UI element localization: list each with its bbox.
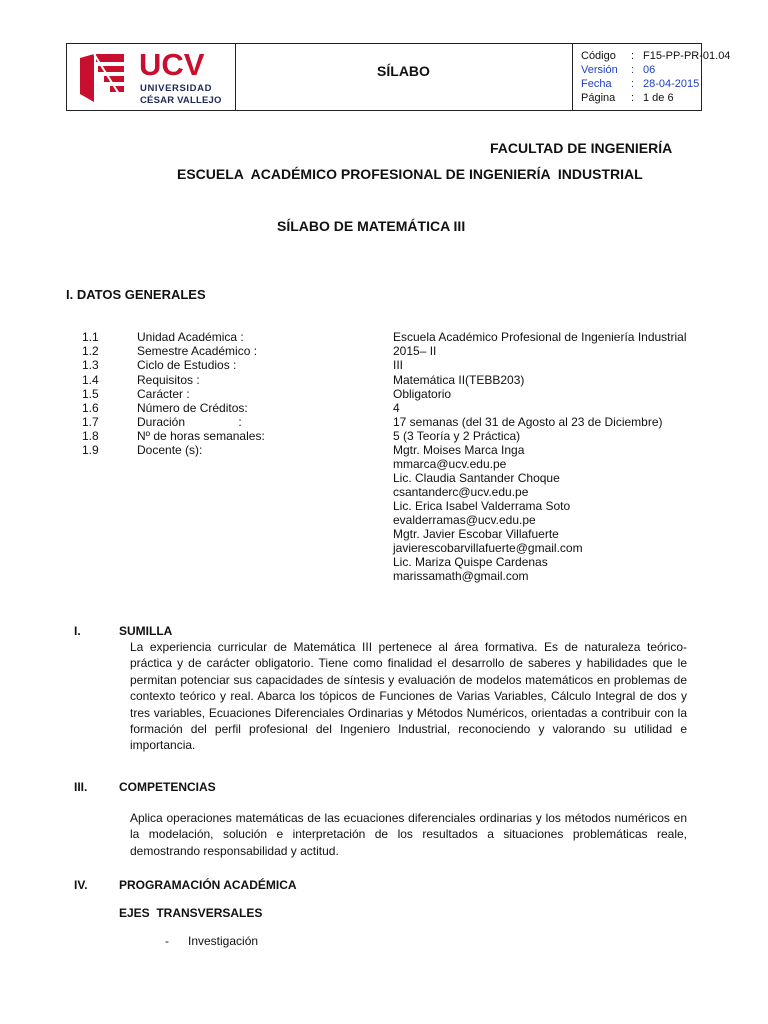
section-number-sumilla: I.: [74, 624, 81, 638]
item-number: 1.8: [82, 429, 99, 443]
meta-cell: [572, 44, 731, 110]
section-number-competencias: III.: [74, 780, 88, 794]
sumilla-paragraph: La experiencia curricular de Matemática III pertenece al área formativa. Es de naturaleza teórico-práctica y de carácter obligatorio. Tiene como finalidad el desarrollo de saberes y habilidades que le permitan potenciar sus capacidades de síntesis y evaluación de modelos matemáticos en problemas de contexto teórico y real. Abarca los tópicos de Funciones de Varias Variables, Cálculo Integral de dos y tres variables, Ecuaciones Diferenciales Ordinarias y Métodos Numéricos, orientadas a contribuir con la formación del perfil profesional del Ingeniero Industrial, reconociendo y valorando su utilidad e importancia.: [130, 640, 687, 753]
subheading-ejes-transversales: EJES TRANSVERSALES: [119, 906, 263, 920]
item-number: 1.1: [82, 330, 99, 344]
meta-sep: :: [631, 50, 635, 62]
meta-key: Fecha: [581, 78, 612, 90]
meta-value: 06: [643, 64, 656, 76]
meta-row-codigo: [581, 49, 730, 63]
item-value: Obligatorio: [393, 387, 452, 401]
item-number: 1.7: [82, 415, 99, 429]
logo-cell: [67, 44, 236, 110]
item-label: Carácter :: [137, 387, 190, 401]
section-number-programacion: IV.: [74, 878, 88, 892]
item-number: 1.9: [82, 443, 99, 457]
section-heading-sumilla: SUMILLA: [119, 624, 173, 638]
meta-row-version: [581, 63, 655, 77]
item-number: 1.3: [82, 358, 99, 372]
school-title: ESCUELA ACADÉMICO PROFESIONAL DE INGENIERÍA INDUSTRIAL: [177, 166, 643, 182]
logo-brand-text: UCV: [139, 47, 205, 82]
list-item-investigacion: Investigación: [188, 934, 259, 948]
item-label: Ciclo de Estudios :: [137, 358, 237, 372]
item-label: Nº de horas semanales:: [137, 429, 265, 443]
meta-sep: :: [631, 92, 635, 104]
item-value: Mgtr. Moises Marca Inga: [393, 443, 525, 457]
item-label: Unidad Académica :: [137, 330, 244, 344]
docente-line: mmarca@ucv.edu.pe: [393, 457, 507, 471]
meta-value: 28-04-2015: [643, 78, 700, 90]
docente-line: Lic. Claudia Santander Choque: [393, 471, 560, 485]
faculty-title: FACULTAD DE INGENIERÍA: [490, 140, 673, 156]
header-table: [66, 43, 731, 111]
section-heading-competencias: COMPETENCIAS: [119, 780, 216, 794]
meta-key: Versión: [581, 64, 618, 76]
item-value: 5 (3 Teoría y 2 Práctica): [393, 429, 521, 443]
item-number: 1.4: [82, 373, 99, 387]
meta-sep: :: [631, 78, 635, 90]
item-value: 4: [393, 401, 400, 415]
item-label: Número de Créditos:: [137, 401, 248, 415]
item-value: 2015– II: [393, 344, 437, 358]
docente-line: Lic. Mariza Quispe Cardenas: [393, 555, 548, 569]
docente-line: csantanderc@ucv.edu.pe: [393, 485, 529, 499]
item-label: Requisitos :: [137, 373, 200, 387]
docente-line: evalderramas@ucv.edu.pe: [393, 513, 536, 527]
item-number: 1.5: [82, 387, 99, 401]
logo-line-1: UNIVERSIDAD: [140, 83, 213, 94]
document-type-title: SÍLABO: [377, 63, 430, 79]
item-label: Docente (s):: [137, 443, 203, 457]
docente-line: Mgtr. Javier Escobar Villafuerte: [393, 527, 559, 541]
item-value: Matemática II(TEBB203): [393, 373, 525, 387]
docente-line: Lic. Erica Isabel Valderrama Soto: [393, 499, 571, 513]
docente-line: marissamath@gmail.com: [393, 569, 529, 583]
item-value: III: [393, 358, 404, 372]
docente-line: javierescobarvillafuerte@gmail.com: [393, 541, 583, 555]
item-number: 1.6: [82, 401, 99, 415]
competencias-paragraph: Aplica operaciones matemáticas de las ecuaciones diferenciales ordinarias y los métodos numéricos en la modelación, solución e interpretación de los resultados a situaciones problemáticas reale, demostrando responsabilidad y actitud.: [130, 811, 687, 858]
meta-key: Código: [581, 50, 616, 62]
list-bullet: -: [165, 934, 169, 948]
section-heading-programacion: PROGRAMACIÓN ACADÉMICA: [119, 878, 297, 892]
meta-value: F15-PP-PR-01.04: [643, 50, 731, 62]
meta-row-pagina: [581, 91, 674, 105]
item-label: Duración :: [137, 415, 242, 429]
meta-sep: :: [631, 64, 635, 76]
meta-value: 1 de 6: [643, 92, 674, 104]
section-heading-datos-generales: I. DATOS GENERALES: [66, 287, 206, 302]
title-cell: [235, 44, 573, 110]
item-value: 17 semanas (del 31 de Agosto al 23 de Diciembre): [393, 415, 663, 429]
item-label: Semestre Académico :: [137, 344, 258, 358]
item-value: Escuela Académico Profesional de Ingeniería Industrial: [393, 330, 687, 344]
item-number: 1.2: [82, 344, 99, 358]
syllabus-title: SÍLABO DE MATEMÁTICA III: [277, 218, 466, 234]
logo-line-2: CÉSAR VALLEJO: [140, 95, 222, 106]
meta-key: Página: [581, 92, 616, 104]
meta-row-fecha: [581, 77, 699, 91]
ucv-logo-emblem-icon: [80, 54, 124, 102]
